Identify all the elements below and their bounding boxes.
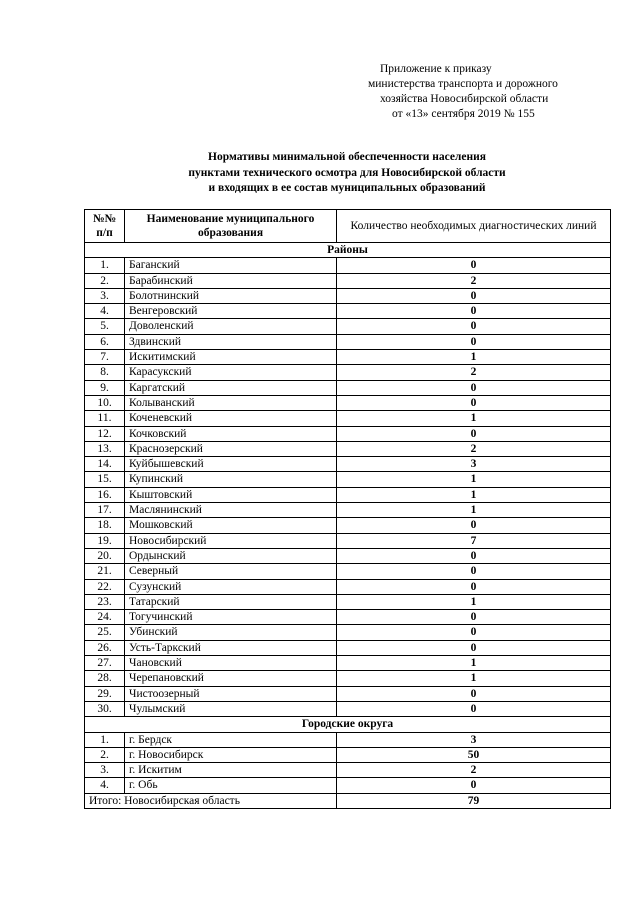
table-row — [85, 625, 611, 640]
row-line-count: 0 — [337, 319, 611, 334]
row-municipality-name: Кочковский — [125, 426, 337, 441]
table-row — [85, 503, 611, 518]
table-row — [85, 426, 611, 441]
table-row — [85, 411, 611, 426]
section-row-cities — [85, 717, 611, 732]
row-municipality-name: Северный — [125, 564, 337, 579]
row-line-count: 0 — [337, 395, 611, 410]
row-municipality-name: Каргатский — [125, 380, 337, 395]
row-municipality-name: Чистоозерный — [125, 686, 337, 701]
attachment-line-1: Приложение к приказу — [380, 63, 492, 75]
table-row — [85, 671, 611, 686]
attachment-line-4: от «13» сентября 2019 № 155 — [392, 108, 535, 120]
row-line-count: 1 — [337, 487, 611, 502]
table-row — [85, 533, 611, 548]
row-line-count: 0 — [337, 579, 611, 594]
row-municipality-name: Купинский — [125, 472, 337, 487]
row-number: 15. — [85, 472, 125, 487]
title-line-3: и входящих в ее состав муниципальных образований — [208, 182, 486, 194]
row-municipality-name: Болотнинский — [125, 288, 337, 303]
table-row — [85, 365, 611, 380]
table-row — [85, 747, 611, 762]
document-title — [84, 150, 610, 197]
row-municipality-name: Маслянинский — [125, 503, 337, 518]
table-body — [85, 243, 611, 809]
row-line-count: 3 — [337, 732, 611, 747]
table-row — [85, 472, 611, 487]
row-municipality-name: Черепановский — [125, 671, 337, 686]
row-number: 28. — [85, 671, 125, 686]
table-row — [85, 457, 611, 472]
table-header-row — [85, 210, 611, 243]
row-number: 22. — [85, 579, 125, 594]
row-number: 20. — [85, 548, 125, 563]
row-line-count: 1 — [337, 503, 611, 518]
title-line-1: Нормативы минимальной обеспеченности населения — [208, 151, 486, 163]
row-number: 16. — [85, 487, 125, 502]
table-row — [85, 441, 611, 456]
row-municipality-name: г. Обь — [125, 778, 337, 793]
row-number: 2. — [85, 273, 125, 288]
row-number: 1. — [85, 732, 125, 747]
row-municipality-name: Карасукский — [125, 365, 337, 380]
row-line-count: 2 — [337, 441, 611, 456]
table-row — [85, 564, 611, 579]
table-row — [85, 304, 611, 319]
row-line-count: 0 — [337, 426, 611, 441]
row-municipality-name: Убинский — [125, 625, 337, 640]
row-line-count: 0 — [337, 701, 611, 716]
row-municipality-name: Кыштовский — [125, 487, 337, 502]
row-line-count: 0 — [337, 334, 611, 349]
table-row — [85, 548, 611, 563]
row-municipality-name: Искитимский — [125, 350, 337, 365]
total-value: 79 — [337, 793, 611, 808]
table-row — [85, 395, 611, 410]
row-municipality-name: Чулымский — [125, 701, 337, 716]
attachment-line-2: министерства транспорта и дорожного — [368, 78, 558, 90]
attachment-note — [368, 62, 628, 122]
total-row — [85, 793, 611, 808]
table-row — [85, 518, 611, 533]
row-number: 12. — [85, 426, 125, 441]
row-line-count: 0 — [337, 640, 611, 655]
row-line-count: 3 — [337, 457, 611, 472]
section-title-cities: Городские округа — [85, 717, 611, 732]
row-number: 3. — [85, 288, 125, 303]
norms-table — [84, 209, 611, 809]
row-municipality-name: Усть-Таркский — [125, 640, 337, 655]
row-number: 7. — [85, 350, 125, 365]
row-line-count: 0 — [337, 304, 611, 319]
row-number: 13. — [85, 441, 125, 456]
row-number: 27. — [85, 656, 125, 671]
attachment-line-3: хозяйства Новосибирской области — [380, 93, 549, 105]
row-number: 9. — [85, 380, 125, 395]
row-line-count: 1 — [337, 671, 611, 686]
table-row — [85, 579, 611, 594]
row-municipality-name: Мошковский — [125, 518, 337, 533]
row-municipality-name: Тогучинский — [125, 610, 337, 625]
header-number: №№ п/п — [85, 210, 125, 243]
table-row — [85, 319, 611, 334]
table-row — [85, 778, 611, 793]
row-line-count: 1 — [337, 656, 611, 671]
row-number: 24. — [85, 610, 125, 625]
row-municipality-name: Венгеровский — [125, 304, 337, 319]
row-line-count: 1 — [337, 472, 611, 487]
total-label: Итого: Новосибирская область — [85, 793, 337, 808]
row-line-count: 0 — [337, 686, 611, 701]
row-line-count: 0 — [337, 564, 611, 579]
table-row — [85, 656, 611, 671]
table-row — [85, 334, 611, 349]
row-number: 26. — [85, 640, 125, 655]
table-row — [85, 350, 611, 365]
row-number: 4. — [85, 304, 125, 319]
row-line-count: 0 — [337, 258, 611, 273]
row-municipality-name: г. Бердск — [125, 732, 337, 747]
row-line-count: 2 — [337, 763, 611, 778]
row-number: 21. — [85, 564, 125, 579]
row-municipality-name: Здвинский — [125, 334, 337, 349]
header-name: Наименование муниципального образования — [125, 210, 337, 243]
row-municipality-name: Колыванский — [125, 395, 337, 410]
row-number: 17. — [85, 503, 125, 518]
row-line-count: 0 — [337, 380, 611, 395]
row-number: 18. — [85, 518, 125, 533]
row-number: 6. — [85, 334, 125, 349]
row-municipality-name: г. Искитим — [125, 763, 337, 778]
row-number: 1. — [85, 258, 125, 273]
row-municipality-name: Куйбышевский — [125, 457, 337, 472]
row-municipality-name: Краснозерский — [125, 441, 337, 456]
row-line-count: 7 — [337, 533, 611, 548]
row-number: 25. — [85, 625, 125, 640]
row-municipality-name: Татарский — [125, 594, 337, 609]
row-municipality-name: г. Новосибирск — [125, 747, 337, 762]
row-number: 19. — [85, 533, 125, 548]
row-number: 4. — [85, 778, 125, 793]
table-row — [85, 610, 611, 625]
row-number: 5. — [85, 319, 125, 334]
title-line-2: пунктами технического осмотра для Новосибирской области — [188, 166, 506, 179]
row-number: 10. — [85, 395, 125, 410]
row-line-count: 0 — [337, 625, 611, 640]
row-line-count: 0 — [337, 778, 611, 793]
row-number: 2. — [85, 747, 125, 762]
row-line-count: 0 — [337, 518, 611, 533]
table-row — [85, 487, 611, 502]
row-municipality-name: Ордынский — [125, 548, 337, 563]
table-row — [85, 763, 611, 778]
section-title-districts: Районы — [85, 243, 611, 258]
row-line-count: 1 — [337, 594, 611, 609]
row-number: 30. — [85, 701, 125, 716]
row-number: 3. — [85, 763, 125, 778]
table-row — [85, 380, 611, 395]
row-line-count: 1 — [337, 350, 611, 365]
row-number: 8. — [85, 365, 125, 380]
row-line-count: 1 — [337, 411, 611, 426]
row-number: 11. — [85, 411, 125, 426]
row-line-count: 50 — [337, 747, 611, 762]
table-row — [85, 288, 611, 303]
row-line-count: 2 — [337, 365, 611, 380]
row-line-count: 2 — [337, 273, 611, 288]
row-line-count: 0 — [337, 548, 611, 563]
row-municipality-name: Сузунский — [125, 579, 337, 594]
table-row — [85, 258, 611, 273]
row-municipality-name: Баганский — [125, 258, 337, 273]
row-line-count: 0 — [337, 610, 611, 625]
row-municipality-name: Доволенский — [125, 319, 337, 334]
row-number: 29. — [85, 686, 125, 701]
table-row — [85, 732, 611, 747]
table-row — [85, 686, 611, 701]
table-row — [85, 273, 611, 288]
row-municipality-name: Коченевский — [125, 411, 337, 426]
row-line-count: 0 — [337, 288, 611, 303]
header-count: Количество необходимых диагностических линий — [337, 210, 611, 243]
row-municipality-name: Барабинский — [125, 273, 337, 288]
row-number: 23. — [85, 594, 125, 609]
table-row — [85, 640, 611, 655]
table-row — [85, 594, 611, 609]
row-municipality-name: Чановский — [125, 656, 337, 671]
section-row-districts — [85, 243, 611, 258]
row-number: 14. — [85, 457, 125, 472]
row-municipality-name: Новосибирский — [125, 533, 337, 548]
table-row — [85, 701, 611, 716]
